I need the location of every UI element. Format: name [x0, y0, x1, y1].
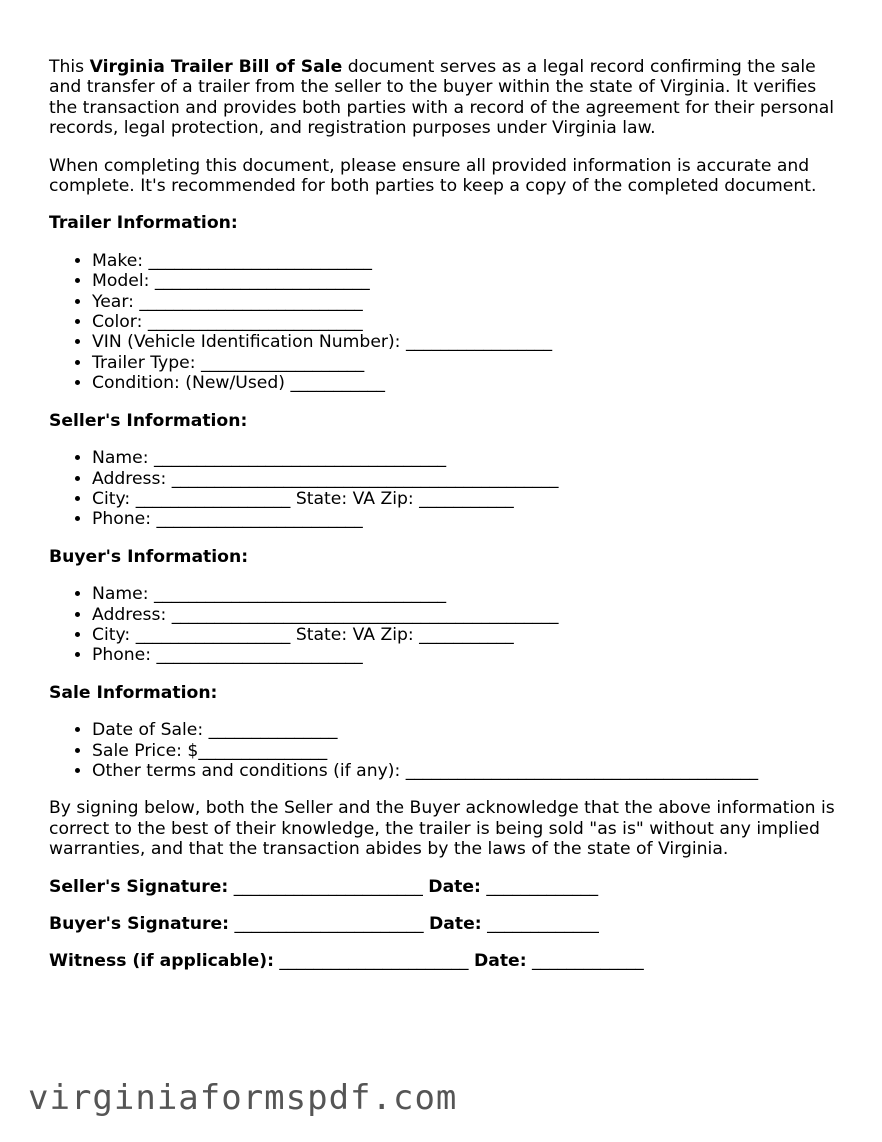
seller-info-heading: Seller's Information: [49, 410, 248, 431]
document-title: Virginia Trailer Bill of Sale [89, 57, 343, 77]
acknowledgement-paragraph: By signing below, both the Seller and the Buyer acknowledge that the above information is correct to the best of their knowledge, the trailer is being sold "as is" without any implied warranties, and that the transaction abides by the laws of the state of Virginia. [49, 798, 835, 860]
witness-date-label: Date: [473, 951, 527, 972]
buyer-phone-field[interactable]: • Phone: ________________________ [92, 645, 849, 665]
intro-text-rest: document serves as a legal record confirming the sale and transfer of a trailer from the seller to the buyer within the state of Virginia. It verifies the transaction and provides both parties with a record of the agreement for their personal records, legal protection, and registration purposes under Virginia law. [49, 57, 835, 139]
trailer-make-field[interactable]: • Make: __________________________ [92, 251, 849, 271]
sale-terms-field[interactable]: • Other terms and conditions (if any): _________________________________________ [92, 761, 849, 781]
buyer-signature-line[interactable]: ______________________ [229, 914, 430, 934]
sale-info-list [49, 720, 849, 781]
trailer-model-field[interactable]: • Model: _________________________ [92, 271, 849, 291]
seller-date-line[interactable]: _____________ [480, 876, 599, 897]
witness-signature-line[interactable]: ______________________ [273, 951, 474, 972]
buyer-city-state-zip-field[interactable]: • City: __________________ State: VA Zip: ___________ [92, 625, 849, 645]
buyer-signature-row [49, 914, 849, 934]
trailer-type-field[interactable]: • Trailer Type: ___________________ [92, 353, 849, 373]
intro-paragraph [49, 57, 849, 139]
buyer-date-label: Date: [429, 914, 482, 934]
trailer-color-field[interactable]: • Color: _________________________ [92, 312, 849, 332]
buyer-name-field[interactable]: • Name: __________________________________ [92, 584, 849, 604]
document-body [49, 57, 849, 989]
trailer-info-heading: Trailer Information: [49, 213, 238, 234]
witness-date-line[interactable]: _____________ [526, 951, 644, 972]
seller-signature-label: Seller's Signature: [49, 876, 229, 897]
trailer-condition-field[interactable]: • Condition: (New/Used) ___________ [92, 373, 849, 393]
trailer-info-list [49, 251, 849, 394]
trailer-vin-field[interactable]: • VIN (Vehicle Identification Number): _________________ [92, 332, 849, 352]
buyer-address-field[interactable]: • Address: _____________________________________________ [92, 605, 849, 625]
seller-date-label: Date: [428, 876, 481, 897]
intro-text-start: This [49, 57, 90, 77]
trailer-year-field[interactable]: • Year: __________________________ [92, 292, 849, 312]
buyer-info-heading: Buyer's Information: [49, 546, 249, 567]
seller-address-field[interactable]: • Address: _____________________________________________ [92, 469, 849, 489]
seller-city-state-zip-field[interactable]: • City: __________________ State: VA Zip: ___________ [92, 489, 849, 509]
instructions-paragraph: When completing this document, please ensure all provided information is accurate and complete. It's recommended for both parties to keep a copy of the completed document. [49, 155, 817, 197]
buyer-signature-label: Buyer's Signature: [49, 914, 230, 934]
sale-info-heading: Sale Information: [49, 682, 218, 703]
buyer-info-list [49, 584, 849, 666]
site-watermark: virginiaformspdf.com [28, 1078, 458, 1118]
witness-signature-label: Witness (if applicable): [49, 951, 274, 972]
witness-signature-row [49, 951, 849, 971]
seller-phone-field[interactable]: • Phone: ________________________ [92, 509, 849, 529]
seller-signature-row [49, 877, 849, 897]
sale-date-field[interactable]: • Date of Sale: _______________ [92, 720, 849, 740]
seller-name-field[interactable]: • Name: __________________________________ [92, 448, 849, 468]
buyer-date-line[interactable]: _____________ [481, 914, 599, 934]
seller-info-list [49, 448, 849, 530]
seller-signature-line[interactable]: ______________________ [228, 876, 429, 897]
sale-price-field[interactable]: • Sale Price: $_______________ [92, 741, 849, 761]
